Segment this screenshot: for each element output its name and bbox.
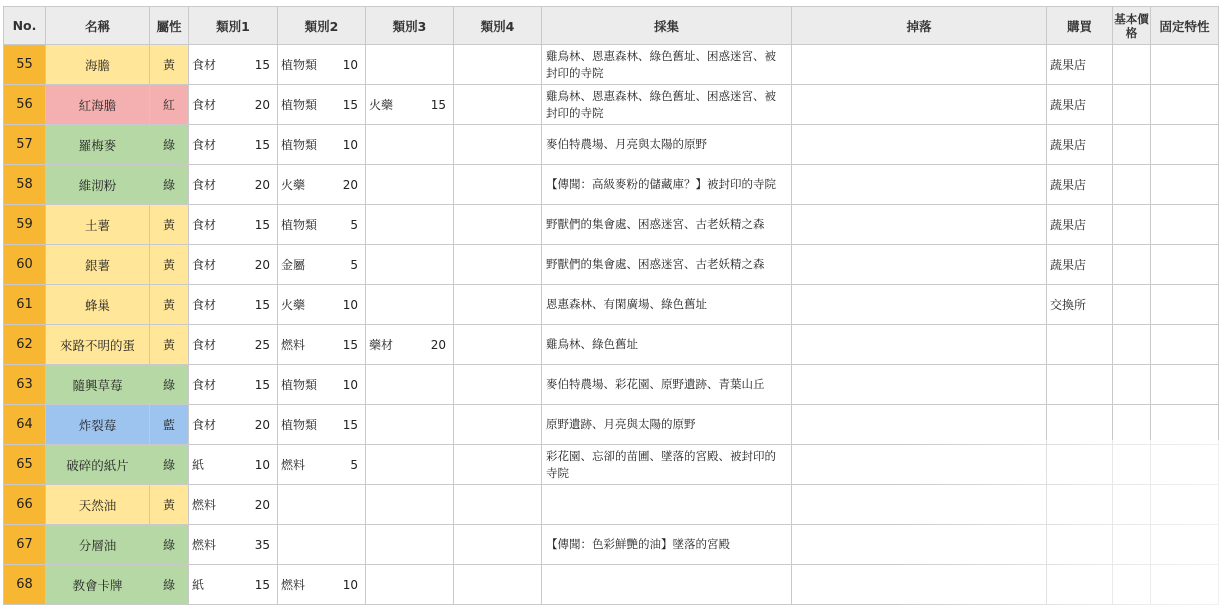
- cell-no[interactable]: 57: [4, 125, 46, 165]
- table-row: [4, 45, 1219, 85]
- cell-attr[interactable]: 黃: [150, 245, 189, 285]
- cell-name[interactable]: 銀薯: [46, 245, 150, 285]
- category-value: 15: [342, 337, 358, 352]
- cell-category[interactable]: [278, 285, 366, 325]
- cell-category[interactable]: [366, 565, 454, 605]
- cell-category[interactable]: [278, 45, 366, 85]
- cell-attr[interactable]: 綠: [150, 565, 189, 605]
- cell-category[interactable]: [366, 325, 454, 365]
- cell-trait[interactable]: [1151, 365, 1219, 405]
- cell-gather[interactable]: 【傳聞：高級麥粉的儲藏庫？】被封印的寺院: [542, 165, 792, 205]
- cell-attr[interactable]: 綠: [150, 525, 189, 565]
- header-price[interactable]: 基本價格: [1113, 7, 1151, 45]
- category-value: 15: [254, 297, 270, 312]
- cell-drop[interactable]: [792, 325, 1047, 365]
- cell-cat4[interactable]: [454, 485, 542, 525]
- category-value: 10: [342, 577, 358, 592]
- cell-price[interactable]: [1113, 245, 1151, 285]
- cell-category[interactable]: [366, 205, 454, 245]
- cell-gather[interactable]: 麥伯特農場、月亮與太陽的原野: [542, 125, 792, 165]
- category-label: 金屬: [281, 258, 306, 272]
- cell-price[interactable]: [1113, 325, 1151, 365]
- cell-name[interactable]: 來路不明的蛋: [46, 325, 150, 365]
- cell-gather[interactable]: 雞鳥林、恩惠森林、綠色舊址、困惑迷宮、被封印的寺院: [542, 85, 792, 125]
- cell-trait[interactable]: [1151, 325, 1219, 365]
- table-row: [4, 325, 1219, 365]
- cell-category[interactable]: [366, 485, 454, 525]
- category-value: 5: [350, 457, 358, 472]
- cell-attr[interactable]: 黃: [150, 285, 189, 325]
- cell-price[interactable]: [1113, 85, 1151, 125]
- cell-gather[interactable]: 恩惠森林、有閑廣場、綠色舊址: [542, 285, 792, 325]
- cell-buy[interactable]: [1047, 445, 1113, 485]
- category-label: 藥材: [369, 338, 394, 352]
- category-label: 火藥: [281, 178, 306, 192]
- cell-buy[interactable]: [1047, 325, 1113, 365]
- cell-category[interactable]: [189, 325, 278, 365]
- category-value: 15: [342, 97, 358, 112]
- cell-category[interactable]: [278, 125, 366, 165]
- category-value: 10: [342, 137, 358, 152]
- category-value: 25: [254, 337, 270, 352]
- table-row: [4, 565, 1219, 605]
- cell-category[interactable]: [278, 165, 366, 205]
- cell-category[interactable]: [278, 325, 366, 365]
- category-label: 植物類: [281, 98, 318, 112]
- header-cat3[interactable]: 類別3: [366, 7, 454, 45]
- header-gather[interactable]: 採集: [542, 7, 792, 45]
- cell-cat4[interactable]: [454, 245, 542, 285]
- cell-drop[interactable]: [792, 125, 1047, 165]
- cell-category[interactable]: [189, 565, 278, 605]
- table-row: [4, 85, 1219, 125]
- cell-category[interactable]: [366, 285, 454, 325]
- cell-buy[interactable]: [1047, 405, 1113, 445]
- cell-name[interactable]: 維沏粉: [46, 165, 150, 205]
- cell-category[interactable]: [189, 285, 278, 325]
- category-value: 10: [342, 377, 358, 392]
- header-cat4[interactable]: 類別4: [454, 7, 542, 45]
- cell-category[interactable]: [366, 445, 454, 485]
- cell-category[interactable]: [189, 365, 278, 405]
- cell-price[interactable]: [1113, 485, 1151, 525]
- cell-price[interactable]: [1113, 285, 1151, 325]
- cell-gather[interactable]: 野獸們的集會處、困惑迷宮、古老妖精之森: [542, 245, 792, 285]
- category-value: 20: [430, 337, 446, 352]
- cell-buy[interactable]: 蔬果店: [1047, 165, 1113, 205]
- cell-gather[interactable]: 原野遺跡、月亮與太陽的原野: [542, 405, 792, 445]
- cell-category[interactable]: [278, 525, 366, 565]
- cell-category[interactable]: [366, 525, 454, 565]
- cell-gather[interactable]: [542, 565, 792, 605]
- cell-name[interactable]: 炸裂莓: [46, 405, 150, 445]
- table-row: [4, 165, 1219, 205]
- cell-category[interactable]: [189, 525, 278, 565]
- cell-attr[interactable]: 黃: [150, 325, 189, 365]
- category-label: 植物類: [281, 138, 318, 152]
- table-row: [4, 365, 1219, 405]
- cell-attr[interactable]: 紅: [150, 85, 189, 125]
- cell-attr[interactable]: 藍: [150, 405, 189, 445]
- category-label: 食材: [192, 218, 217, 232]
- cell-drop[interactable]: [792, 285, 1047, 325]
- cell-category[interactable]: [366, 125, 454, 165]
- category-label: 燃料: [192, 498, 217, 512]
- cell-drop[interactable]: [792, 245, 1047, 285]
- header-trait[interactable]: 固定特性: [1151, 7, 1219, 45]
- cell-gather[interactable]: 【傳聞：色彩鮮艷的油】墜落的宮殿: [542, 525, 792, 565]
- table-row: [4, 245, 1219, 285]
- cell-category[interactable]: [366, 45, 454, 85]
- cell-trait[interactable]: [1151, 285, 1219, 325]
- category-label: 燃料: [281, 578, 306, 592]
- category-label: 火藥: [281, 298, 306, 312]
- category-label: 食材: [192, 98, 217, 112]
- category-value: 15: [254, 57, 270, 72]
- cell-price[interactable]: [1113, 565, 1151, 605]
- cell-no[interactable]: 68: [4, 565, 46, 605]
- category-label: 食材: [192, 258, 217, 272]
- cell-category[interactable]: [366, 85, 454, 125]
- category-label: 食材: [192, 58, 217, 72]
- table-row: [4, 125, 1219, 165]
- cell-category[interactable]: [278, 565, 366, 605]
- header-drop[interactable]: 掉落: [792, 7, 1047, 45]
- cell-drop[interactable]: [792, 405, 1047, 445]
- table-row: [4, 285, 1219, 325]
- cell-attr[interactable]: 綠: [150, 165, 189, 205]
- category-value: 20: [254, 417, 270, 432]
- cell-category[interactable]: [189, 45, 278, 85]
- cell-cat4[interactable]: [454, 565, 542, 605]
- cell-name[interactable]: 破碎的紙片: [46, 445, 150, 485]
- cell-drop[interactable]: [792, 565, 1047, 605]
- cell-trait[interactable]: [1151, 85, 1219, 125]
- cell-category[interactable]: [278, 205, 366, 245]
- cell-buy[interactable]: 蔬果店: [1047, 245, 1113, 285]
- cell-category[interactable]: [189, 445, 278, 485]
- cell-category[interactable]: [278, 365, 366, 405]
- cell-drop[interactable]: [792, 445, 1047, 485]
- cell-category[interactable]: [189, 165, 278, 205]
- category-label: 食材: [192, 298, 217, 312]
- cell-no[interactable]: 60: [4, 245, 46, 285]
- cell-trait[interactable]: [1151, 565, 1219, 605]
- cell-buy[interactable]: [1047, 485, 1113, 525]
- category-label: 植物類: [281, 418, 318, 432]
- cell-price[interactable]: [1113, 405, 1151, 445]
- cell-cat4[interactable]: [454, 365, 542, 405]
- cell-buy[interactable]: [1047, 565, 1113, 605]
- cell-attr[interactable]: 黃: [150, 485, 189, 525]
- category-value: 20: [342, 177, 358, 192]
- cell-category[interactable]: [278, 245, 366, 285]
- category-label: 燃料: [192, 538, 217, 552]
- cell-drop[interactable]: [792, 85, 1047, 125]
- table-row: [4, 205, 1219, 245]
- cell-trait[interactable]: [1151, 485, 1219, 525]
- category-value: 15: [254, 377, 270, 392]
- category-value: 5: [350, 257, 358, 272]
- cell-gather[interactable]: 彩花園、忘卻的苗圃、墜落的宮殿、被封印的寺院: [542, 445, 792, 485]
- cell-cat4[interactable]: [454, 125, 542, 165]
- category-label: 火藥: [369, 98, 394, 112]
- cell-no[interactable]: 65: [4, 445, 46, 485]
- cell-cat4[interactable]: [454, 525, 542, 565]
- cell-category[interactable]: [278, 85, 366, 125]
- category-value: 15: [342, 417, 358, 432]
- cell-price[interactable]: [1113, 125, 1151, 165]
- cell-gather[interactable]: 麥伯特農場、彩花園、原野遺跡、青葉山丘: [542, 365, 792, 405]
- cell-category[interactable]: [189, 205, 278, 245]
- cell-category[interactable]: [189, 85, 278, 125]
- cell-category[interactable]: [278, 405, 366, 445]
- category-value: 20: [254, 497, 270, 512]
- cell-category[interactable]: [366, 245, 454, 285]
- cell-cat4[interactable]: [454, 285, 542, 325]
- cell-name[interactable]: 蜂巢: [46, 285, 150, 325]
- header-name[interactable]: 名稱: [46, 7, 150, 45]
- category-label: 燃料: [281, 458, 306, 472]
- cell-buy[interactable]: 蔬果店: [1047, 85, 1113, 125]
- header-cat2[interactable]: 類別2: [278, 7, 366, 45]
- cell-category[interactable]: [189, 405, 278, 445]
- cell-name[interactable]: 天然油: [46, 485, 150, 525]
- cell-drop[interactable]: [792, 525, 1047, 565]
- cell-name[interactable]: 羅梅麥: [46, 125, 150, 165]
- cell-buy[interactable]: 蔬果店: [1047, 125, 1113, 165]
- cell-category[interactable]: [189, 485, 278, 525]
- cell-buy[interactable]: 交換所: [1047, 285, 1113, 325]
- header-no[interactable]: No.: [4, 7, 46, 45]
- category-label: 燃料: [281, 338, 306, 352]
- cell-price[interactable]: [1113, 525, 1151, 565]
- cell-drop[interactable]: [792, 485, 1047, 525]
- cell-cat4[interactable]: [454, 165, 542, 205]
- category-label: 食材: [192, 138, 217, 152]
- cell-gather[interactable]: 雞鳥林、綠色舊址: [542, 325, 792, 365]
- cell-trait[interactable]: [1151, 125, 1219, 165]
- cell-buy[interactable]: [1047, 365, 1113, 405]
- cell-attr[interactable]: 黃: [150, 45, 189, 85]
- table-row: [4, 525, 1219, 565]
- cell-category[interactable]: [366, 365, 454, 405]
- category-value: 20: [254, 257, 270, 272]
- category-value: 10: [342, 57, 358, 72]
- cell-trait[interactable]: [1151, 205, 1219, 245]
- cell-buy[interactable]: 蔬果店: [1047, 205, 1113, 245]
- cell-cat4[interactable]: [454, 205, 542, 245]
- category-value: 5: [350, 217, 358, 232]
- category-label: 食材: [192, 178, 217, 192]
- cell-no[interactable]: 64: [4, 405, 46, 445]
- cell-no[interactable]: 58: [4, 165, 46, 205]
- cell-price[interactable]: [1113, 365, 1151, 405]
- cell-trait[interactable]: [1151, 165, 1219, 205]
- item-table: [3, 6, 1219, 605]
- cell-name[interactable]: 土薯: [46, 205, 150, 245]
- table-row: [4, 485, 1219, 525]
- category-value: 35: [254, 537, 270, 552]
- category-label: 紙: [192, 578, 205, 592]
- cell-price[interactable]: [1113, 165, 1151, 205]
- cell-category[interactable]: [278, 485, 366, 525]
- cell-category[interactable]: [278, 445, 366, 485]
- cell-cat4[interactable]: [454, 405, 542, 445]
- category-label: 食材: [192, 378, 217, 392]
- cell-category[interactable]: [366, 405, 454, 445]
- cell-trait[interactable]: [1151, 245, 1219, 285]
- cell-trait[interactable]: [1151, 525, 1219, 565]
- cell-no[interactable]: 61: [4, 285, 46, 325]
- cell-name[interactable]: 海膽: [46, 45, 150, 85]
- category-value: 10: [254, 457, 270, 472]
- table-row: [4, 405, 1219, 445]
- category-label: 植物類: [281, 218, 318, 232]
- cell-no[interactable]: 55: [4, 45, 46, 85]
- category-label: 食材: [192, 338, 217, 352]
- cell-no[interactable]: 56: [4, 85, 46, 125]
- category-value: 10: [342, 297, 358, 312]
- header-cat1[interactable]: 類別1: [189, 7, 278, 45]
- cell-drop[interactable]: [792, 165, 1047, 205]
- cell-price[interactable]: [1113, 205, 1151, 245]
- cell-no[interactable]: 62: [4, 325, 46, 365]
- cell-drop[interactable]: [792, 45, 1047, 85]
- header-row: [4, 7, 1219, 45]
- cell-no[interactable]: 59: [4, 205, 46, 245]
- category-label: 紙: [192, 458, 205, 472]
- cell-attr[interactable]: 黃: [150, 205, 189, 245]
- cell-name[interactable]: 紅海膽: [46, 85, 150, 125]
- cell-drop[interactable]: [792, 365, 1047, 405]
- cell-cat4[interactable]: [454, 445, 542, 485]
- cell-no[interactable]: 67: [4, 525, 46, 565]
- category-value: 15: [254, 217, 270, 232]
- category-label: 植物類: [281, 58, 318, 72]
- cell-gather[interactable]: 野獸們的集會處、困惑迷宮、古老妖精之森: [542, 205, 792, 245]
- cell-trait[interactable]: [1151, 445, 1219, 485]
- cell-price[interactable]: [1113, 45, 1151, 85]
- cell-gather[interactable]: [542, 485, 792, 525]
- cell-cat4[interactable]: [454, 85, 542, 125]
- category-value: 20: [254, 177, 270, 192]
- cell-attr[interactable]: 綠: [150, 125, 189, 165]
- cell-category[interactable]: [366, 165, 454, 205]
- cell-attr[interactable]: 綠: [150, 445, 189, 485]
- category-value: 15: [254, 137, 270, 152]
- cell-gather[interactable]: 雞鳥林、恩惠森林、綠色舊址、困惑迷宮、被封印的寺院: [542, 45, 792, 85]
- cell-no[interactable]: 66: [4, 485, 46, 525]
- category-value: 15: [430, 97, 446, 112]
- cell-name[interactable]: 分層油: [46, 525, 150, 565]
- cell-attr[interactable]: 綠: [150, 365, 189, 405]
- cell-trait[interactable]: [1151, 45, 1219, 85]
- cell-category[interactable]: [189, 245, 278, 285]
- cell-price[interactable]: [1113, 445, 1151, 485]
- cell-name[interactable]: 教會卡牌: [46, 565, 150, 605]
- category-value: 20: [254, 97, 270, 112]
- cell-trait[interactable]: [1151, 405, 1219, 445]
- cell-drop[interactable]: [792, 205, 1047, 245]
- header-attr[interactable]: 屬性: [150, 7, 189, 45]
- category-label: 食材: [192, 418, 217, 432]
- cell-buy[interactable]: 蔬果店: [1047, 45, 1113, 85]
- category-value: 15: [254, 577, 270, 592]
- cell-buy[interactable]: [1047, 525, 1113, 565]
- cell-category[interactable]: [189, 125, 278, 165]
- header-buy[interactable]: 購買: [1047, 7, 1113, 45]
- cell-cat4[interactable]: [454, 325, 542, 365]
- cell-name[interactable]: 隨興草莓: [46, 365, 150, 405]
- cell-no[interactable]: 63: [4, 365, 46, 405]
- category-label: 植物類: [281, 378, 318, 392]
- cell-cat4[interactable]: [454, 45, 542, 85]
- table-row: [4, 445, 1219, 485]
